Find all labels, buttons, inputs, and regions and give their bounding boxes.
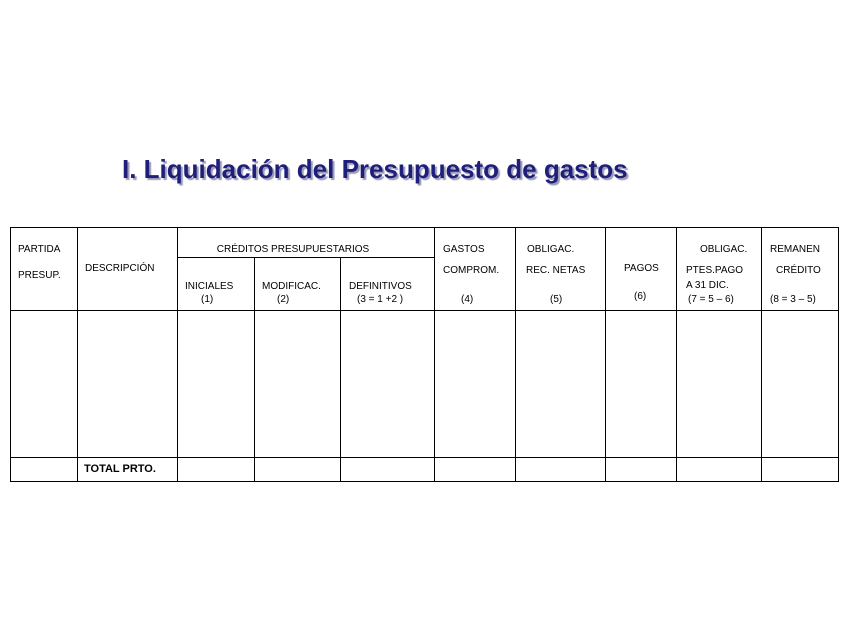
header-obligac-ptes-line3: A 31 DIC. xyxy=(686,280,729,291)
table-border-top xyxy=(10,227,839,228)
col-divider-3 xyxy=(254,257,255,482)
header-partida-line1: PARTIDA xyxy=(18,244,61,255)
header-remanen-num: (8 = 3 – 5) xyxy=(770,294,816,305)
header-obligac-num: (5) xyxy=(550,294,563,305)
header-pagos: PAGOS xyxy=(624,263,659,274)
table-border-right xyxy=(838,227,839,482)
header-definitivos: DEFINITIVOS xyxy=(349,281,412,292)
header-descripcion: DESCRIPCIÓN xyxy=(85,263,155,274)
table-border-left xyxy=(10,227,11,482)
header-pagos-num: (6) xyxy=(634,291,647,302)
col-divider-7 xyxy=(605,227,606,482)
header-definitivos-num: (3 = 1 +2 ) xyxy=(357,294,404,305)
table-border-bottom xyxy=(10,481,839,482)
header-modificac: MODIFICAC. xyxy=(262,281,321,292)
col-divider-8 xyxy=(676,227,677,482)
header-remanen-line2: CRÉDITO xyxy=(776,265,821,276)
col-divider-6 xyxy=(515,227,516,482)
header-creditos-presupuestarios: CRÉDITOS PRESUPUESTARIOS xyxy=(216,244,370,255)
page-title: I. Liquidación del Presupuesto de gastos xyxy=(122,154,628,184)
header-gastos-line1: GASTOS xyxy=(443,244,485,255)
header-iniciales-num: (1) xyxy=(201,294,214,305)
col-divider-1 xyxy=(77,227,78,482)
col-divider-5 xyxy=(434,227,435,482)
header-gastos-line2: COMPROM. xyxy=(443,265,500,276)
header-obligac-ptes-line2: PTES.PAGO xyxy=(686,265,744,276)
header-bottom-line xyxy=(10,310,839,311)
header-obligac-ptes-num: (7 = 5 – 6) xyxy=(688,294,734,305)
header-modificac-num: (2) xyxy=(277,294,290,305)
total-prto-label: TOTAL PRTO. xyxy=(84,463,156,475)
header-obligac-ptes-line1: OBLIGAC. xyxy=(700,244,748,255)
header-obligac-line1: OBLIGAC. xyxy=(527,244,575,255)
header-remanen-line1: REMANEN xyxy=(770,244,821,255)
header-gastos-num: (4) xyxy=(461,294,474,305)
total-row-top-line xyxy=(10,457,839,458)
col-divider-9 xyxy=(761,227,762,482)
creditos-group-divider xyxy=(177,257,434,258)
header-partida-line2: PRESUP. xyxy=(18,270,61,281)
col-divider-4 xyxy=(340,257,341,482)
header-iniciales: INICIALES xyxy=(185,281,234,292)
col-divider-2 xyxy=(177,227,178,482)
header-obligac-line2: REC. NETAS xyxy=(526,265,586,276)
